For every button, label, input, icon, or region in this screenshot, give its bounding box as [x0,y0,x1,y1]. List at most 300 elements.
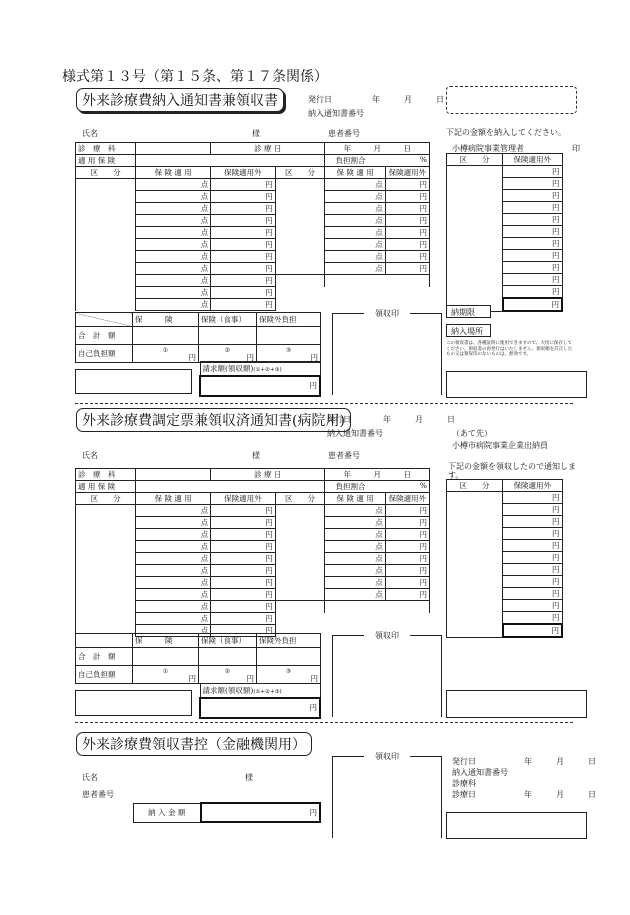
yen-cell[interactable]: 円 [503,552,563,564]
blank-cell [275,589,325,601]
n2-mark: ② [224,346,231,354]
yen-cell[interactable]: 円 [211,613,275,625]
blank-cell [275,191,325,203]
table-row [76,179,430,191]
yen-cell[interactable]: 円 [503,624,563,637]
yen-cell[interactable]: 円 [503,190,563,202]
s2-issue-date: 発行日 年 月 日 [327,415,455,424]
yen-cell[interactable]: 円 [385,517,429,529]
points-cell[interactable]: 点 [325,203,385,215]
s3-visit-date: 診療日 年 月 日 [452,790,596,799]
yen-cell[interactable]: 円 [503,492,563,504]
s1-stamp-box[interactable] [446,371,587,398]
s2-sama: 様 [252,451,260,460]
points-cell[interactable]: 点 [136,239,211,251]
s2-addressee-name: 小樽市病院事業企業出納員 [452,441,548,450]
ins-excluded-header: 保険適用外 [385,167,429,179]
yen-cell[interactable]: 円 [211,191,275,203]
percent-sign: % [419,155,427,164]
points-cell[interactable]: 点 [136,625,211,637]
points-cell[interactable]: 点 [325,541,385,553]
blank-cell [76,577,136,589]
table-row [76,601,430,613]
table-row [447,178,563,190]
points-cell[interactable]: 点 [325,565,385,577]
yen-cell[interactable]: 円 [211,227,275,239]
yen-3: 円 [310,352,318,362]
table-row [76,275,430,287]
points-cell[interactable]: 点 [136,179,211,191]
ins-applied-header: 保 険 適 用 [325,167,385,179]
visit-day-value[interactable]: 年 月 日 [325,469,430,481]
blank-cell [76,215,136,227]
category-header: 区 分 [275,167,325,179]
total-hoken[interactable] [133,327,199,345]
table-row [447,238,563,250]
s1-deadline-box: 納期限 [446,305,491,318]
blank-cell [76,565,136,577]
points-cell[interactable]: 点 [136,565,211,577]
amount-label: 納 入 金 額 [134,803,201,822]
yen-cell[interactable]: 円 [385,191,429,203]
dept-value[interactable] [136,143,211,155]
visit-day-value[interactable]: 年 月 日 [325,143,430,155]
yen-cell[interactable]: 円 [385,505,429,517]
table-row [447,576,563,588]
yen-cell[interactable]: 円 [211,505,275,517]
table-row [447,286,563,299]
table-row [447,190,563,202]
hoken-meal-header: 保険（食事） [199,634,257,648]
points-cell[interactable]: 点 [325,577,385,589]
yen-cell[interactable]: 円 [385,553,429,565]
n2-mark: ② [224,667,231,675]
ins-applied-header: 保 険 適 用 [136,493,211,505]
category-header: 区 分 [76,493,136,505]
yen-cell[interactable]: 円 [211,203,275,215]
ins-excluded-header: 保険適用外 [385,493,429,505]
points-cell[interactable]: 点 [136,517,211,529]
yen-cell[interactable]: 円 [385,251,429,263]
table-row [447,564,563,576]
burden-cell[interactable] [325,481,430,493]
category-header: 区 分 [76,167,136,179]
yen-cell[interactable]: 円 [211,589,275,601]
blank-cell[interactable] [447,612,503,625]
s1-seal-mark: 印 [572,144,580,153]
s3-sama: 様 [245,773,253,782]
blank-cell [275,275,325,287]
blank-cell [76,541,136,553]
s1-patient-number-label: 患者番号 [328,129,360,138]
form-number-heading: 様式第１３号（第１５条、第１７条関係） [62,69,328,85]
points-cell[interactable]: 点 [325,215,385,227]
yen-cell[interactable]: 円 [503,298,563,311]
blank-cell [76,179,136,191]
blank-cell[interactable] [447,552,503,564]
points-cell[interactable]: 点 [136,577,211,589]
table-row [447,540,563,552]
s2-name-label: 氏名 [82,451,98,460]
s1-receipt-stamp-label: 領収印 [332,308,442,319]
yen-cell[interactable]: 円 [503,540,563,552]
claim-formula: (①+②+③) [253,366,282,373]
total-extra[interactable] [257,327,321,345]
total-label: 合 計 額 [76,648,133,666]
yen-3: 円 [310,673,318,683]
s3-notice-number: 納入通知書番号 [452,768,508,777]
s1-dashed-box[interactable] [446,86,577,114]
blank-cell [275,251,325,263]
yen-2: 円 [246,352,254,362]
table-row [447,492,563,504]
blank-cell[interactable] [447,286,503,299]
yen-cell[interactable]: 円 [503,612,563,625]
total-meal[interactable] [199,648,257,666]
blank-cell[interactable] [447,516,503,528]
blank-cell[interactable] [447,178,503,190]
yen-cell[interactable]: 円 [503,588,563,600]
yen-cell[interactable]: 円 [385,577,429,589]
yen-cell[interactable]: 円 [385,239,429,251]
table-row [76,215,430,227]
insurance-label: 適 用 保 険 [76,155,136,167]
s2-burden-table [75,633,321,684]
yen-cell[interactable]: 円 [385,589,429,601]
table-row [447,624,563,637]
category-header: 区 分 [447,480,503,492]
total-meal[interactable] [199,327,257,345]
self-label: 自己負担額 [76,345,133,363]
yen-cell[interactable]: 円 [211,601,275,613]
yen-cell[interactable]: 円 [503,226,563,238]
yen-cell[interactable]: 円 [211,517,275,529]
yen-cell[interactable]: 円 [211,179,275,191]
cut-line [75,722,573,723]
table-row [447,552,563,564]
points-cell[interactable]: 点 [136,203,211,215]
table-row [76,287,430,299]
yen-cell[interactable]: 円 [503,516,563,528]
yen-cell[interactable]: 円 [211,625,275,637]
s2-receive-notice: 下記の金額を領収したので通知します。 [448,462,576,480]
blank-cell [76,287,136,299]
points-cell[interactable]: 点 [136,613,211,625]
blank-cell [76,263,136,275]
dept-value[interactable] [136,469,211,481]
table-row [76,613,430,625]
blank-cell [76,505,136,517]
blank-cell[interactable] [447,250,503,262]
s1-issue-date: 発行日 年 月 日 [308,95,444,104]
yen-claim: 円 [309,381,317,390]
points-cell[interactable]: 点 [325,517,385,529]
table-row [447,516,563,528]
blank-cell[interactable] [447,202,503,214]
blank-cell [76,203,136,215]
points-cell[interactable]: 点 [136,601,211,613]
cut-line [75,403,573,404]
amount-value [201,803,321,822]
table-row [76,251,430,263]
table-row [76,529,430,541]
percent-sign: % [419,481,427,490]
blank-cell[interactable] [447,564,503,576]
yen-cell[interactable]: 円 [211,553,275,565]
blank-cell [275,541,325,553]
table-row [76,263,430,275]
visit-day-label: 診 療 日 [211,143,325,155]
s1-place-box: 納入場所 [446,324,491,337]
s2-main-table [75,468,430,637]
yen-cell[interactable]: 円 [211,263,275,275]
table-row [447,588,563,600]
visit-day-label: 診 療 日 [211,469,325,481]
burden-label: 負担割合 [335,156,366,165]
s1-manager: 小樽病院事業管理者 [452,144,524,153]
yen-claim: 円 [309,703,317,712]
burden-label: 負担割合 [335,482,366,491]
table-row [447,528,563,540]
burden-cell[interactable] [325,155,430,167]
table-row [447,214,563,226]
s3-patient-number-label: 患者番号 [82,790,114,799]
blank-cell[interactable] [447,540,503,552]
blank-cell[interactable] [447,588,503,600]
points-cell[interactable]: 点 [136,191,211,203]
blank-cell[interactable] [447,262,503,274]
yen-cell[interactable]: 円 [503,274,563,286]
section1-title: 外来診療費納入通知書兼領収書 [76,88,284,112]
yen-1: 円 [188,352,196,362]
yen-cell[interactable]: 円 [211,275,275,287]
points-cell[interactable]: 点 [136,263,211,275]
yen-cell[interactable]: 円 [503,528,563,540]
s2-right-table [446,479,563,638]
n3-mark: ③ [285,346,292,354]
blank-cell [275,263,325,275]
ins-excluded-header: 保険適用外 [503,480,563,492]
blank-cell [275,553,325,565]
blank-cell [275,287,429,299]
blank-cell [275,239,325,251]
table-row [76,553,430,565]
blank-cell [275,215,325,227]
blank-cell [325,601,430,613]
yen-cell[interactable]: 円 [211,299,275,311]
total-extra[interactable] [257,648,321,666]
points-cell[interactable]: 点 [325,179,385,191]
blank-cell [76,613,136,625]
n1-mark: ① [162,667,169,675]
table-row [447,262,563,274]
yen-cell[interactable]: 円 [503,250,563,262]
points-cell[interactable]: 点 [325,589,385,601]
blank-cell [275,505,325,517]
points-cell[interactable]: 点 [136,251,211,263]
yen-cell[interactable]: 円 [385,179,429,191]
blank-cell[interactable] [447,624,503,637]
blank-cell[interactable] [447,528,503,540]
yen-cell[interactable]: 円 [503,286,563,299]
yen-1: 円 [188,673,196,683]
s2-stamp-bracket [332,635,333,717]
extra-header: 保険外負担 [257,634,321,648]
hoken-header: 保 険 [133,313,199,327]
yen-cell[interactable]: 円 [211,215,275,227]
points-cell[interactable]: 点 [136,529,211,541]
yen-cell[interactable]: 円 [211,287,275,299]
points-cell[interactable]: 点 [325,239,385,251]
yen-cell[interactable]: 円 [503,576,563,588]
yen-cell[interactable]: 円 [503,564,563,576]
yen-cell[interactable]: 円 [385,541,429,553]
points-cell[interactable]: 点 [325,251,385,263]
blank-cell [76,601,136,613]
yen-cell[interactable]: 円 [211,541,275,553]
s1-notice-number: 納入通知書番号 [308,109,364,118]
category-header: 区 分 [275,493,325,505]
points-cell[interactable]: 点 [325,191,385,203]
claim-formula: (①+②+③) [253,688,282,695]
blank-cell [76,517,136,529]
s2-addressee: （あて先） [452,429,492,438]
extra-header: 保険外負担 [257,313,321,327]
points-cell[interactable]: 点 [325,553,385,565]
s2-stamp-box[interactable] [446,690,587,718]
s1-pay-notice: 下記の金額を納入してください。 [446,128,566,137]
blank-cell[interactable] [447,238,503,250]
total-hoken[interactable] [133,648,199,666]
yen-cell[interactable]: 円 [385,215,429,227]
points-cell[interactable]: 点 [136,541,211,553]
blank-cell[interactable] [447,166,503,178]
yen-cell[interactable]: 円 [211,529,275,541]
blank-cell[interactable] [447,214,503,226]
blank-cell [76,589,136,601]
blank-cell[interactable] [447,492,503,504]
n1-mark: ① [162,346,169,354]
points-cell[interactable]: 点 [325,227,385,239]
blank-cell [76,227,136,239]
table-row [76,517,430,529]
yen-cell[interactable]: 円 [385,263,429,275]
blank-cell [275,203,325,215]
s1-right-table [446,153,563,312]
s1-rows [76,179,430,311]
blank-cell[interactable] [447,504,503,516]
yen-cell[interactable]: 円 [211,565,275,577]
blank-cell[interactable] [447,274,503,286]
s1-blank-box[interactable] [75,369,192,394]
claim-label: 請求額(領収額) [202,685,254,695]
yen-cell[interactable]: 円 [503,166,563,178]
s3-name-label: 氏名 [82,773,98,782]
blank-cell[interactable] [447,576,503,588]
table-row [76,191,430,203]
table-row [76,589,430,601]
ins-applied-header: 保 険 適 用 [325,493,385,505]
points-cell[interactable]: 点 [325,263,385,275]
blank-cell [76,191,136,203]
s1-name-label: 氏名 [82,129,98,138]
table-row [447,202,563,214]
points-cell[interactable]: 点 [136,215,211,227]
blank-cell [275,517,325,529]
s2-blank-box[interactable] [75,690,192,716]
s1-stamp-bracket [441,313,442,395]
n3-mark: ③ [285,667,292,675]
table-row [447,612,563,625]
diagonal-cell [76,313,133,327]
yen-cell[interactable]: 円 [503,214,563,226]
yen-cell[interactable]: 円 [503,262,563,274]
blank-cell[interactable] [447,600,503,612]
blank-cell [76,553,136,565]
s1-main-table [75,142,430,311]
points-cell[interactable]: 点 [136,299,211,311]
points-cell[interactable]: 点 [325,529,385,541]
table-row [76,565,430,577]
points-cell[interactable]: 点 [136,227,211,239]
ins-excluded-header: 保険適用外 [211,167,275,179]
points-cell[interactable]: 点 [136,275,211,287]
blank-cell [275,179,325,191]
hoken-header: 保 険 [133,634,199,648]
table-row [76,577,430,589]
yen-cell[interactable]: 円 [503,178,563,190]
yen-cell[interactable]: 円 [211,239,275,251]
table-row [76,505,430,517]
points-cell[interactable]: 点 [325,505,385,517]
yen-cell[interactable]: 円 [503,202,563,214]
claim-amount [200,698,320,718]
blank-cell[interactable] [447,190,503,202]
s1-claim-table [199,361,321,397]
claim-amount [200,376,320,396]
insurance-label: 適 用 保 険 [76,481,136,493]
yen-cell[interactable]: 円 [385,227,429,239]
points-cell[interactable]: 点 [136,553,211,565]
s1-note: この領収書は、各種証明に使用できますので、大切に保存してください。領収書の再発行はいたしません。領収額を訂正したもの又は領収印のないものは、無効です。 [446,341,573,357]
points-cell[interactable]: 点 [136,505,211,517]
points-cell[interactable]: 点 [136,287,211,299]
yen-cell[interactable]: 円 [385,203,429,215]
yen-cell[interactable]: 円 [503,600,563,612]
blank-cell [275,577,325,589]
points-cell[interactable]: 点 [136,589,211,601]
table-row [76,227,430,239]
s1-sama: 様 [252,129,260,138]
yen-cell[interactable]: 円 [385,529,429,541]
insurance-value[interactable] [136,481,325,493]
yen-cell[interactable]: 円 [503,238,563,250]
s3-amount-table [133,802,321,823]
blank-cell [76,529,136,541]
dept-label: 診 療 科 [76,469,136,481]
s3-stamp-box[interactable] [446,812,587,839]
s1-burden-table [75,312,321,363]
table-row [76,239,430,251]
s2-stamp-bracket [441,635,442,717]
blank-cell[interactable] [447,226,503,238]
insurance-value[interactable] [136,155,325,167]
yen-cell[interactable]: 円 [503,504,563,516]
yen-cell[interactable]: 円 [211,577,275,589]
yen-cell[interactable]: 円 [211,251,275,263]
blank-cell [275,601,325,613]
yen-cell[interactable]: 円 [385,565,429,577]
